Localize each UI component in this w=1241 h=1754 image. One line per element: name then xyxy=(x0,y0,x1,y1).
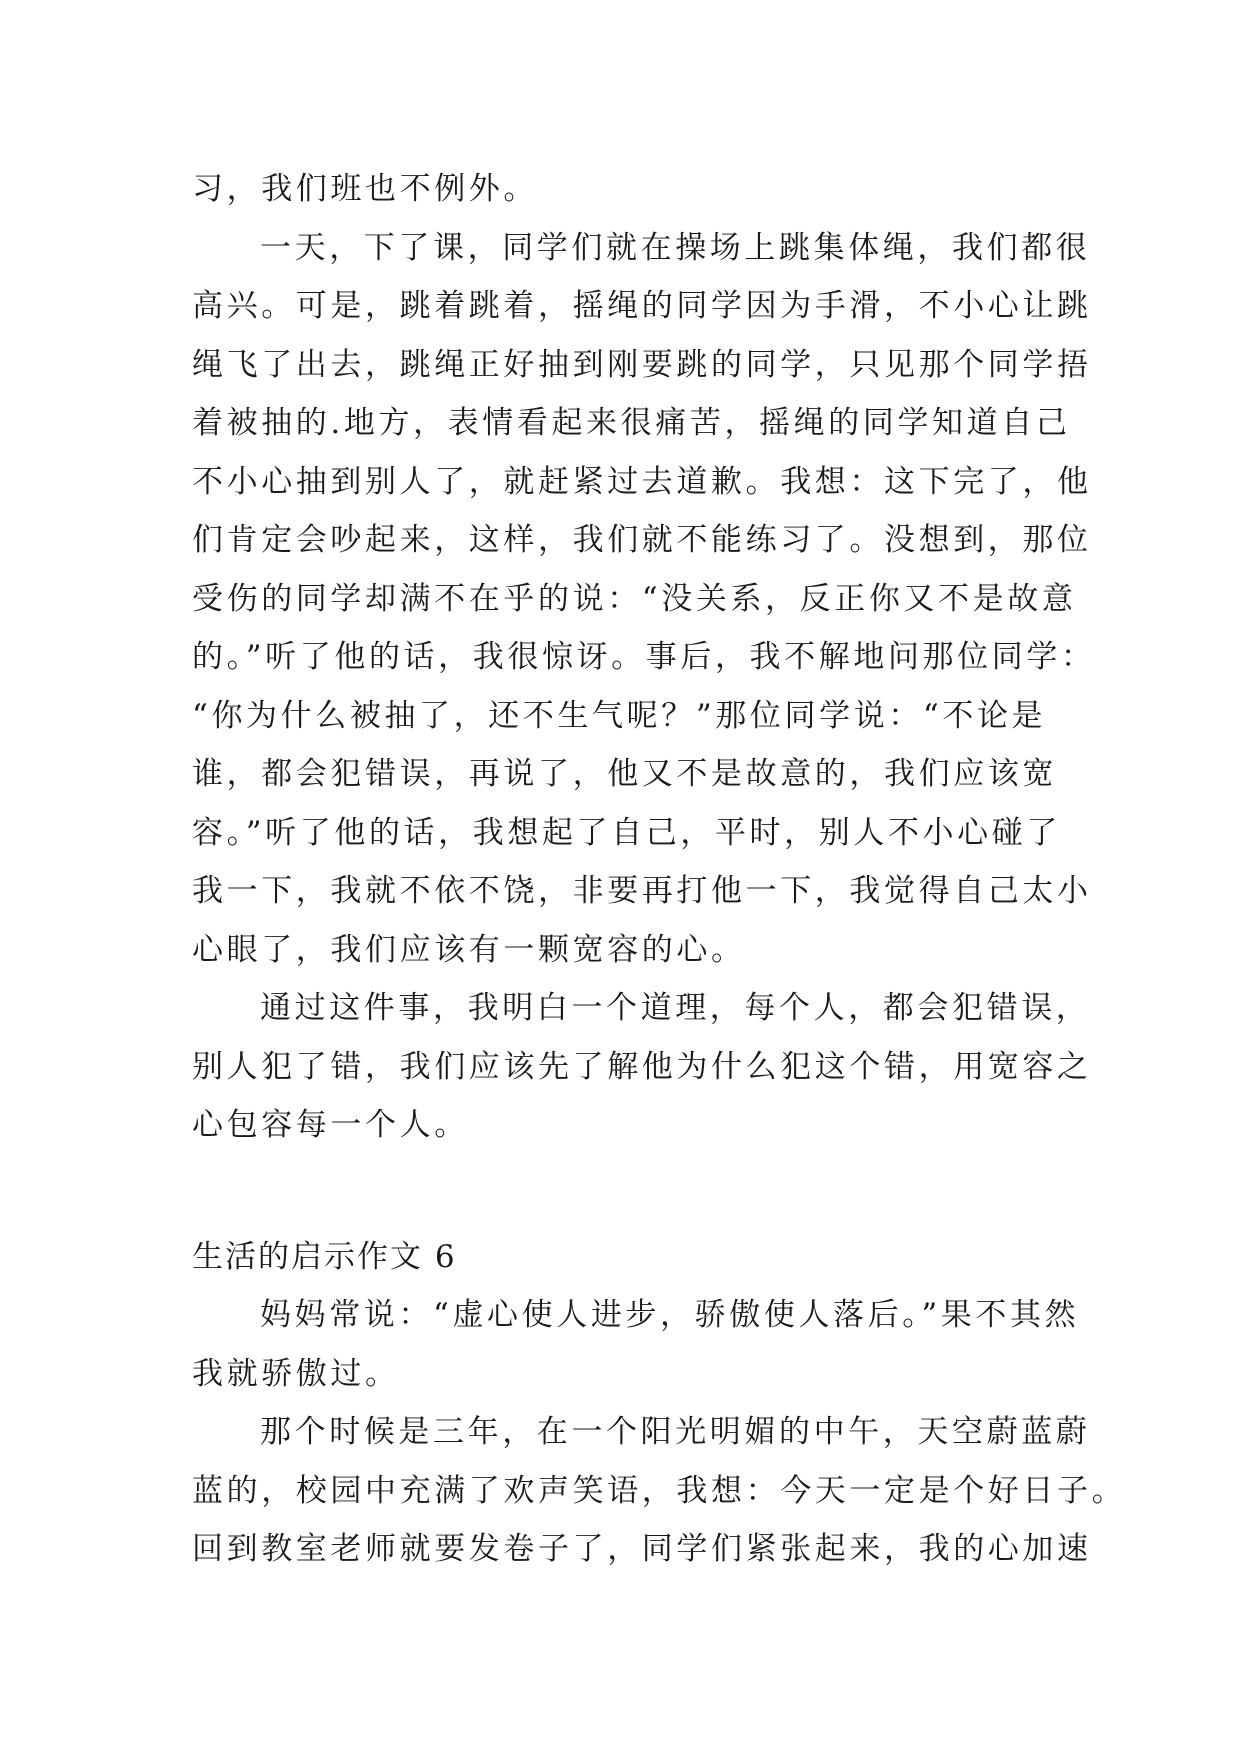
text-line: 不小心抽到别人了，就赶紧过去道歉。我想：这下完了，他 xyxy=(192,463,1092,500)
text-line: 妈妈常说：“虚心使人进步，骄傲使人落后。”果不其然 xyxy=(260,1297,1080,1333)
paragraph xyxy=(192,160,1072,219)
document-body xyxy=(192,160,1127,1579)
text-line: 们肯定会吵起来，这样，我们就不能练习了。没想到，那位 xyxy=(192,522,1092,558)
section-heading: 生活的启示作文 6 xyxy=(192,1238,457,1275)
text-line: 绳飞了出去，跳绳正好抽到刚要跳的同学，只见那个同学捂 xyxy=(192,346,1092,383)
paragraph xyxy=(192,1286,1080,1403)
paragraph xyxy=(192,219,1096,980)
text-line: 回到教室老师就要发卷子了，同学们紧张起来，我的心加速 xyxy=(192,1531,1092,1567)
text-line: 心包容每一个人。 xyxy=(192,1107,469,1143)
text-line: 我就骄傲过。 xyxy=(192,1355,400,1392)
text-line: 别人犯了错，我们应该先了解他为什么犯这个错，用宽容之 xyxy=(192,1048,1092,1085)
text-line: 那个时候是三年，在一个阳光明媚的中午，天空蔚蓝蔚 xyxy=(260,1414,1091,1450)
text-line: 习，我们班也不例外。 xyxy=(192,171,538,207)
text-line: 一天，下了课，同学们就在操场上跳集体绳，我们都很 xyxy=(260,229,1091,266)
text-line: “你为什么被抽了，还不生气呢？”那位同学说：“不论是 xyxy=(192,697,1047,734)
text-line: 谁，都会犯错误，再说了，他又不是故意的，我们应该宽 xyxy=(192,756,1057,792)
text-line: 我一下，我就不依不饶，非要再打他一下，我觉得自己太小 xyxy=(192,873,1092,909)
text-line: 容。”听了他的话，我想起了自己，平时，别人不小心碰了 xyxy=(192,814,1061,851)
paragraph xyxy=(192,979,1092,1155)
text-line: 着被抽的.地方，表情看起来很痛苦，摇绳的同学知道自己 xyxy=(192,405,1071,441)
text-line: 高兴。可是，跳着跳着，摇绳的同学因为手滑，不小心让跳 xyxy=(192,288,1092,324)
text-line: 的。”听了他的话，我很惊讶。事后，我不解地问那位同学： xyxy=(192,639,1096,675)
text-line: 心眼了，我们应该有一颗宽容的心。 xyxy=(192,931,746,968)
text-line: 蓝的，校园中充满了欢声笑语，我想：今天一定是个好日子。 xyxy=(192,1472,1127,1509)
paragraph xyxy=(192,1403,1127,1579)
text-line: 受伤的同学却满不在乎的说：“没关系，反正你又不是故意 xyxy=(192,580,1077,617)
section-gap xyxy=(192,1155,1072,1228)
text-line: 通过这件事，我明白一个道理，每个人，都会犯错误， xyxy=(260,990,1091,1026)
